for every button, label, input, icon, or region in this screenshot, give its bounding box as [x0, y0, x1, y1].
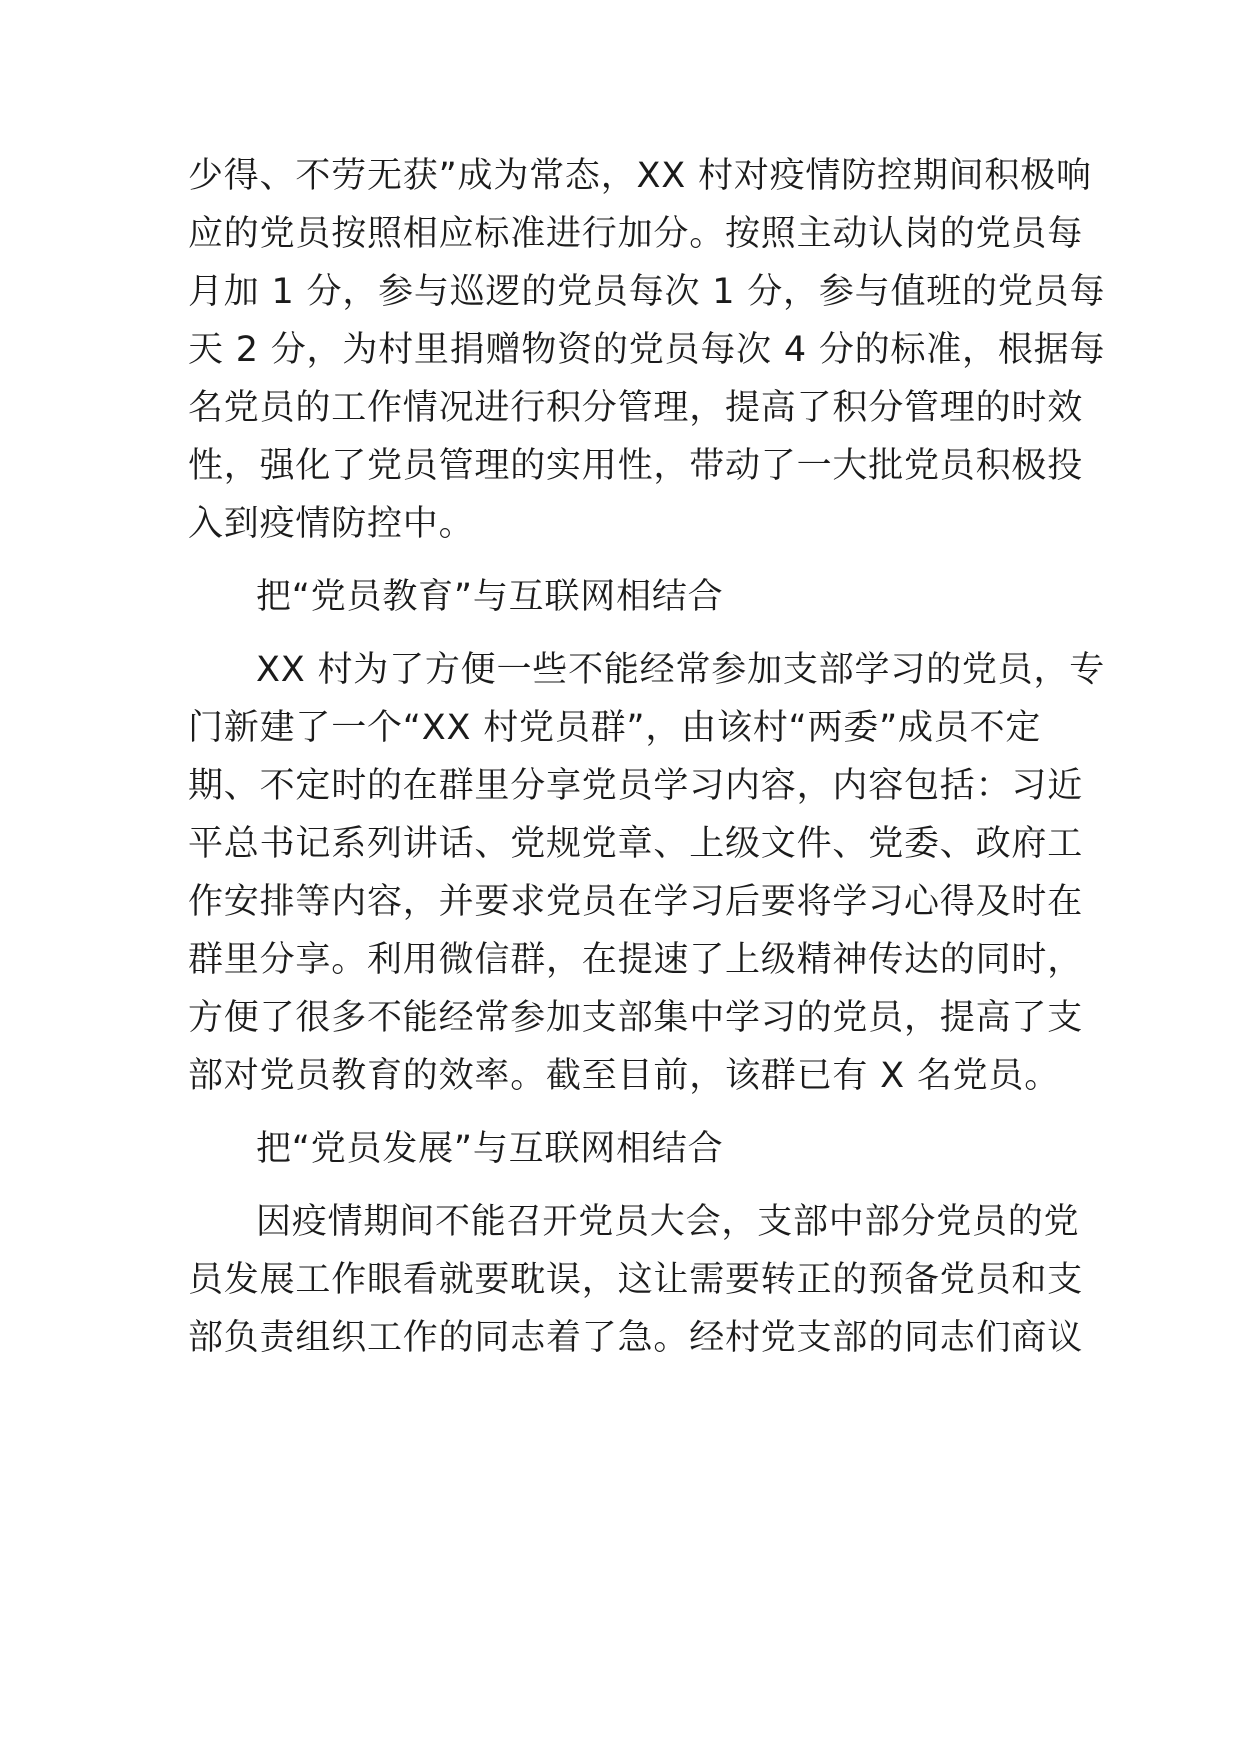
- section-heading: 把“党员发展”与互联网相结合: [256, 1129, 724, 1169]
- text-line: 期、不定时的在群里分享党员学习内容，内容包括：习近: [188, 766, 1084, 806]
- text-line: 作安排等内容，并要求党员在学习后要将学习心得及时在: [188, 882, 1084, 922]
- text-line: 方便了很多不能经常参加支部集中学习的党员，提高了支: [188, 998, 1084, 1038]
- text-line: XX 村为了方便一些不能经常参加支部学习的党员，专: [256, 650, 1106, 690]
- text-line: 员发展工作眼看就要耽误，这让需要转正的预备党员和支: [188, 1260, 1084, 1300]
- text-line: 群里分享。利用微信群，在提速了上级精神传达的同时，: [188, 940, 1084, 980]
- text-line: 少得、不劳无获”成为常态，XX 村对疫情防控期间积极响: [188, 156, 1092, 196]
- section-heading: 把“党员教育”与互联网相结合: [256, 577, 724, 617]
- text-line: 应的党员按照相应标准进行加分。按照主动认岗的党员每: [188, 214, 1084, 254]
- text-line: 性，强化了党员管理的实用性，带动了一大批党员积极投: [188, 446, 1084, 486]
- text-line: 天 2 分，为村里捐赠物资的党员每次 4 分的标准，根据每: [188, 330, 1106, 370]
- text-line: 部对党员教育的效率。截至目前，该群已有 X 名党员。: [188, 1056, 1061, 1096]
- text-line: 名党员的工作情况进行积分管理，提高了积分管理的时效: [188, 388, 1084, 428]
- text-line: 门新建了一个“XX 村党员群”，由该村“两委”成员不定: [188, 708, 1042, 748]
- text-line: 因疫情期间不能召开党员大会，支部中部分党员的党: [256, 1202, 1080, 1242]
- text-line: 部负责组织工作的同志着了急。经村党支部的同志们商议: [188, 1318, 1084, 1358]
- text-line: 月加 1 分，参与巡逻的党员每次 1 分，参与值班的党员每: [188, 272, 1106, 312]
- text-line: 入到疫情防控中。: [188, 504, 475, 544]
- text-line: 平总书记系列讲话、党规党章、上级文件、党委、政府工: [188, 824, 1084, 864]
